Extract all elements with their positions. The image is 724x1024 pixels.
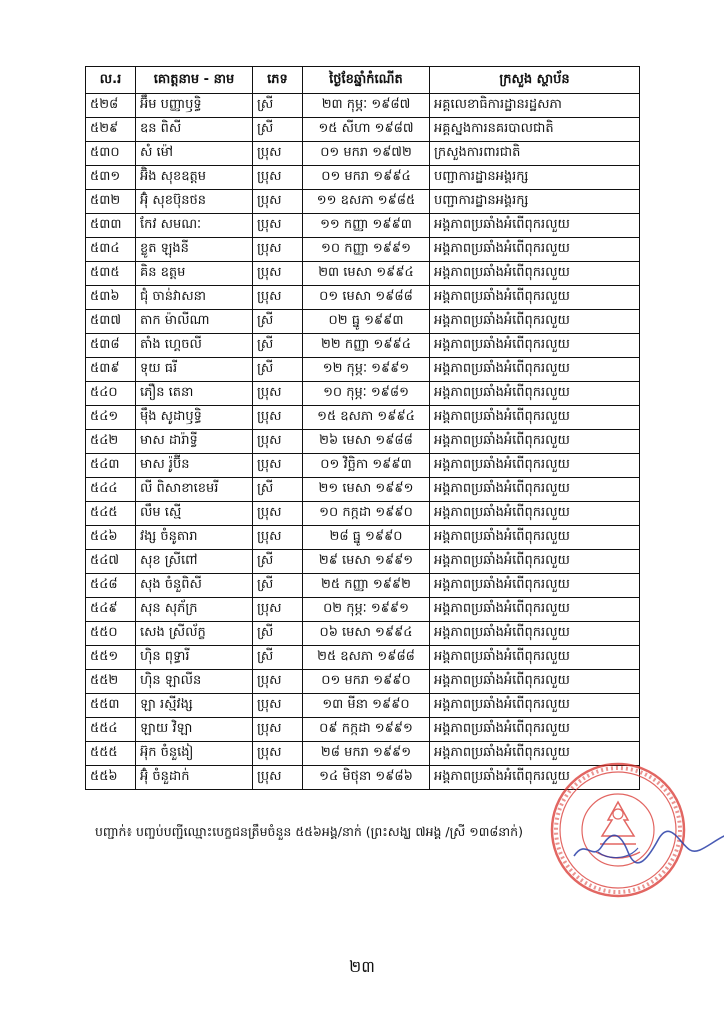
candidate-name: ឡា រស្មីវង្ស [136, 694, 253, 718]
birth-date: ២៦ មេសា ១៩៨៨ [303, 430, 430, 454]
candidate-name: មាស ដារ៉ាទ្វី [136, 430, 253, 454]
candidate-name: គិន ឧត្តម [136, 262, 253, 286]
candidate-name: សុន សុភ័ក្រ [136, 598, 253, 622]
row-number: ៥៤៤ [86, 478, 136, 502]
birth-date: ២៣ កុម្ភៈ ១៩៨៧ [303, 94, 430, 118]
candidate-sex: ប្រុស [253, 286, 303, 310]
table-row [86, 478, 640, 502]
row-number: ៥៣១ [86, 166, 136, 190]
candidate-sex: ស្រី [253, 334, 303, 358]
table-row [86, 718, 640, 742]
birth-date: ២៥ កញ្ញា ១៩៩២ [303, 574, 430, 598]
table-row [86, 94, 640, 118]
candidate-name: លី ពិសាខាខេមរី [136, 478, 253, 502]
birth-date: ១៣ មីនា ១៩៩០ [303, 694, 430, 718]
institution: អង្គភាពប្រឆាំងអំពើពុករលួយ [430, 646, 640, 670]
table-row [86, 670, 640, 694]
table-row [86, 694, 640, 718]
institution: អង្គភាពប្រឆាំងអំពើពុករលួយ [430, 598, 640, 622]
table-row [86, 382, 640, 406]
header-name: គោត្តនាម - នាម [136, 67, 253, 94]
table-row [86, 598, 640, 622]
birth-date: ០២ កុម្ភៈ ១៩៩១ [303, 598, 430, 622]
candidate-name: អ៊ុក ចំនួងៀ [136, 742, 253, 766]
candidate-name: សុខ ស្រីពៅ [136, 550, 253, 574]
candidate-name: ឡាយ វិឡា [136, 718, 253, 742]
candidate-sex: ស្រី [253, 94, 303, 118]
institution: អង្គភាពប្រឆាំងអំពើពុករលួយ [430, 526, 640, 550]
row-number: ៥៤៦ [86, 526, 136, 550]
header-birth-date: ថ្ងៃខែឆ្នាំកំណើត [303, 67, 430, 94]
table-body [86, 94, 640, 790]
table-row [86, 190, 640, 214]
institution: អង្គភាពប្រឆាំងអំពើពុករលួយ [430, 550, 640, 574]
candidate-name: វង្ស ចំនូតារា [136, 526, 253, 550]
candidate-name: តាក ម៉ាលីណា [136, 310, 253, 334]
row-number: ៥៣២ [86, 190, 136, 214]
candidate-name: តាំង ហ្គេចលី [136, 334, 253, 358]
row-number: ៥៤៨ [86, 574, 136, 598]
table-row [86, 502, 640, 526]
table-row [86, 526, 640, 550]
candidate-sex: ប្រុស [253, 454, 303, 478]
candidate-sex: ប្រុស [253, 526, 303, 550]
row-number: ៥៣៣ [86, 214, 136, 238]
row-number: ៥៥១ [86, 646, 136, 670]
row-number: ៥២៩ [86, 118, 136, 142]
row-number: ៥៣៤ [86, 238, 136, 262]
institution: អង្គភាពប្រឆាំងអំពើពុករលួយ [430, 574, 640, 598]
candidate-sex: ប្រុស [253, 694, 303, 718]
candidate-sex: ប្រុស [253, 406, 303, 430]
candidate-sex: ប្រុស [253, 382, 303, 406]
candidate-sex: ប្រុស [253, 598, 303, 622]
candidate-name: អ៊ិង សុខឧត្តម [136, 166, 253, 190]
page-number: ២៣ [349, 957, 375, 976]
candidate-name: ហ៊ិន ឡាលីន [136, 670, 253, 694]
birth-date: ១០ កុម្ភៈ ១៩៨១ [303, 382, 430, 406]
birth-date: ២១ មេសា ១៩៩១ [303, 478, 430, 502]
candidate-name: ឧន ពិសី [136, 118, 253, 142]
table-row [86, 238, 640, 262]
institution: អង្គភាពប្រឆាំងអំពើពុករលួយ [430, 262, 640, 286]
table-row [86, 454, 640, 478]
birth-date: ០១ មករា ១៩៧២ [303, 142, 430, 166]
birth-date: ២៥ ឧសភា ១៩៨៨ [303, 646, 430, 670]
birth-date: ០១ មករា ១៩៩០ [303, 670, 430, 694]
candidate-sex: ស្រី [253, 646, 303, 670]
row-number: ៥៤៧ [86, 550, 136, 574]
birth-date: ០១ មេសា ១៩៨៨ [303, 286, 430, 310]
table-row [86, 622, 640, 646]
institution: អង្គភាពប្រឆាំងអំពើពុករលួយ [430, 742, 640, 766]
institution: អង្គភាពប្រឆាំងអំពើពុករលួយ [430, 502, 640, 526]
table-row [86, 142, 640, 166]
birth-date: ០៦ មេសា ១៩៩៤ [303, 622, 430, 646]
institution: អង្គភាពប្រឆាំងអំពើពុករលួយ [430, 286, 640, 310]
row-number: ៥៣៥ [86, 262, 136, 286]
row-number: ៥៥៥ [86, 742, 136, 766]
row-number: ៥៤៥ [86, 502, 136, 526]
table-row [86, 430, 640, 454]
table-row [86, 574, 640, 598]
signature-icon [568, 822, 724, 872]
birth-date: ១៤ មិថុនា ១៩៨៦ [303, 766, 430, 790]
birth-date: ១៥ សីហា ១៩៨៧ [303, 118, 430, 142]
table-row [86, 646, 640, 670]
row-number: ៥៥២ [86, 670, 136, 694]
institution: អគ្គលេខាធិការដ្ឋានរដ្ឋសភា [430, 94, 640, 118]
table-row [86, 214, 640, 238]
institution: បញ្ជាការដ្ឋានអង្គរក្ស [430, 166, 640, 190]
institution: អង្គភាពប្រឆាំងអំពើពុករលួយ [430, 406, 640, 430]
table-row [86, 310, 640, 334]
institution: អង្គភាពប្រឆាំងអំពើពុករលួយ [430, 694, 640, 718]
footnote: បញ្ជាក់៖ បញ្ចប់បញ្ជីឈ្មោះបេក្ខជនត្រឹមចំនួន ៥៥៦អង្គ/នាក់ (ព្រះសង្ឃ ៧អង្គ /ស្រី ១៣៨នាក់) [95, 824, 523, 839]
birth-date: ០២ ធ្នូ ១៩៩៣ [303, 310, 430, 334]
row-number: ៥៥៣ [86, 694, 136, 718]
institution: ក្រសួងការពារជាតិ [430, 142, 640, 166]
institution: អង្គភាពប្រឆាំងអំពើពុករលួយ [430, 310, 640, 334]
birth-date: ២៣ មេសា ១៩៩៤ [303, 262, 430, 286]
row-number: ៥៥៦ [86, 766, 136, 790]
candidate-sex: ស្រី [253, 622, 303, 646]
candidate-name: អ៊ុំ ចំនួដាក់ [136, 766, 253, 790]
birth-date: ២៨ មករា ១៩៩១ [303, 742, 430, 766]
candidate-name: អ៊ឹម បញ្ញាឫទ្ធិ [136, 94, 253, 118]
institution: បញ្ជាការដ្ឋានអង្គរក្ស [430, 190, 640, 214]
table-row [86, 358, 640, 382]
candidate-sex: ស្រី [253, 550, 303, 574]
row-number: ៥៣៦ [86, 286, 136, 310]
row-number: ៥២៨ [86, 94, 136, 118]
candidate-sex: ប្រុស [253, 502, 303, 526]
candidate-name: សេង ស្រីល័ក្ខ [136, 622, 253, 646]
institution: អង្គភាពប្រឆាំងអំពើពុករលួយ [430, 766, 640, 790]
candidate-name: សុង ចំនួពិសី [136, 574, 253, 598]
candidate-table [85, 66, 640, 790]
row-number: ៥៤១ [86, 406, 136, 430]
candidate-name: ខ្លូត ឡុងនី [136, 238, 253, 262]
institution: អង្គភាពប្រឆាំងអំពើពុករលួយ [430, 238, 640, 262]
birth-date: ០១ វិច្ឆិកា ១៩៩៣ [303, 454, 430, 478]
row-number: ៥៣៧ [86, 310, 136, 334]
row-number: ៥៤២ [86, 430, 136, 454]
institution: អង្គភាពប្រឆាំងអំពើពុករលួយ [430, 718, 640, 742]
row-number: ៥៤៣ [86, 454, 136, 478]
candidate-sex: ប្រុស [253, 718, 303, 742]
candidate-sex: ប្រុស [253, 262, 303, 286]
row-number: ៥៣០ [86, 142, 136, 166]
birth-date: ០១ មករា ១៩៩៤ [303, 166, 430, 190]
candidate-sex: ប្រុស [253, 766, 303, 790]
candidate-sex: ស្រី [253, 574, 303, 598]
institution: អង្គភាពប្រឆាំងអំពើពុករលួយ [430, 334, 640, 358]
birth-date: ១០ កញ្ញា ១៩៩១ [303, 238, 430, 262]
institution: អង្គភាពប្រឆាំងអំពើពុករលួយ [430, 622, 640, 646]
birth-date: ១១ កញ្ញា ១៩៩៣ [303, 214, 430, 238]
institution: អង្គភាពប្រឆាំងអំពើពុករលួយ [430, 478, 640, 502]
candidate-name: ម៉ឹង សូដាឫទ្ធិ [136, 406, 253, 430]
candidate-name: ហ៊ិន ពុទ្ធារី [136, 646, 253, 670]
institution: អង្គភាពប្រឆាំងអំពើពុករលួយ [430, 454, 640, 478]
row-number: ៥៤០ [86, 382, 136, 406]
row-number: ៥៣៨ [86, 334, 136, 358]
candidate-name: ជុំ ចាន់វាសនា [136, 286, 253, 310]
table-row [86, 406, 640, 430]
candidate-sex: ប្រុស [253, 214, 303, 238]
header-number: ល.រ [86, 67, 136, 94]
candidate-sex: ស្រី [253, 478, 303, 502]
candidate-sex: ប្រុស [253, 166, 303, 190]
candidate-sex: ប្រុស [253, 670, 303, 694]
candidate-name: អ៊ុំ សុខប៊ុនថន [136, 190, 253, 214]
candidate-sex: ប្រុស [253, 142, 303, 166]
birth-date: ២២ កញ្ញា ១៩៩៤ [303, 334, 430, 358]
row-number: ៥៤៩ [86, 598, 136, 622]
candidate-name: លឹម ស្មើ [136, 502, 253, 526]
table-header-row [86, 67, 640, 94]
table-row [86, 118, 640, 142]
birth-date: ០៩ កក្កដា ១៩៩១ [303, 718, 430, 742]
candidate-sex: ស្រី [253, 118, 303, 142]
birth-date: ១២ កុម្ភៈ ១៩៩១ [303, 358, 430, 382]
candidate-sex: ស្រី [253, 358, 303, 382]
birth-date: ១៥ ឧសភា ១៩៩៤ [303, 406, 430, 430]
header-institution: ក្រសួង ស្ថាប័ន [430, 67, 640, 94]
header-sex: ភេទ [253, 67, 303, 94]
table-row [86, 166, 640, 190]
candidate-sex: ប្រុស [253, 742, 303, 766]
candidate-sex: ប្រុស [253, 238, 303, 262]
birth-date: ១១ ឧសភា ១៩៨៥ [303, 190, 430, 214]
candidate-sex: ស្រី [253, 310, 303, 334]
candidate-name: ទុយ ធរី [136, 358, 253, 382]
institution: អង្គភាពប្រឆាំងអំពើពុករលួយ [430, 214, 640, 238]
birth-date: ១០ កក្កដា ១៩៩០ [303, 502, 430, 526]
birth-date: ២៩ មេសា ១៩៩១ [303, 550, 430, 574]
table-row [86, 286, 640, 310]
row-number: ៥៣៩ [86, 358, 136, 382]
institution: អង្គភាពប្រឆាំងអំពើពុករលួយ [430, 430, 640, 454]
birth-date: ២៨ ធ្នូ ១៩៩០ [303, 526, 430, 550]
institution: អង្គភាពប្រឆាំងអំពើពុករលួយ [430, 670, 640, 694]
row-number: ៥៥០ [86, 622, 136, 646]
table-row [86, 262, 640, 286]
institution: អគ្គស្នងការនគរបាលជាតិ [430, 118, 640, 142]
candidate-name: ភឿន តេនា [136, 382, 253, 406]
row-number: ៥៥៤ [86, 718, 136, 742]
institution: អង្គភាពប្រឆាំងអំពើពុករលួយ [430, 382, 640, 406]
candidate-sex: ប្រុស [253, 430, 303, 454]
table-row [86, 334, 640, 358]
candidate-sex: ប្រុស [253, 190, 303, 214]
candidate-name: មាស រ៉ូប៊ីន [136, 454, 253, 478]
table-row [86, 550, 640, 574]
candidate-name: កែវ សមណៈ [136, 214, 253, 238]
candidate-name: សំ ម៉ៅ [136, 142, 253, 166]
institution: អង្គភាពប្រឆាំងអំពើពុករលួយ [430, 358, 640, 382]
